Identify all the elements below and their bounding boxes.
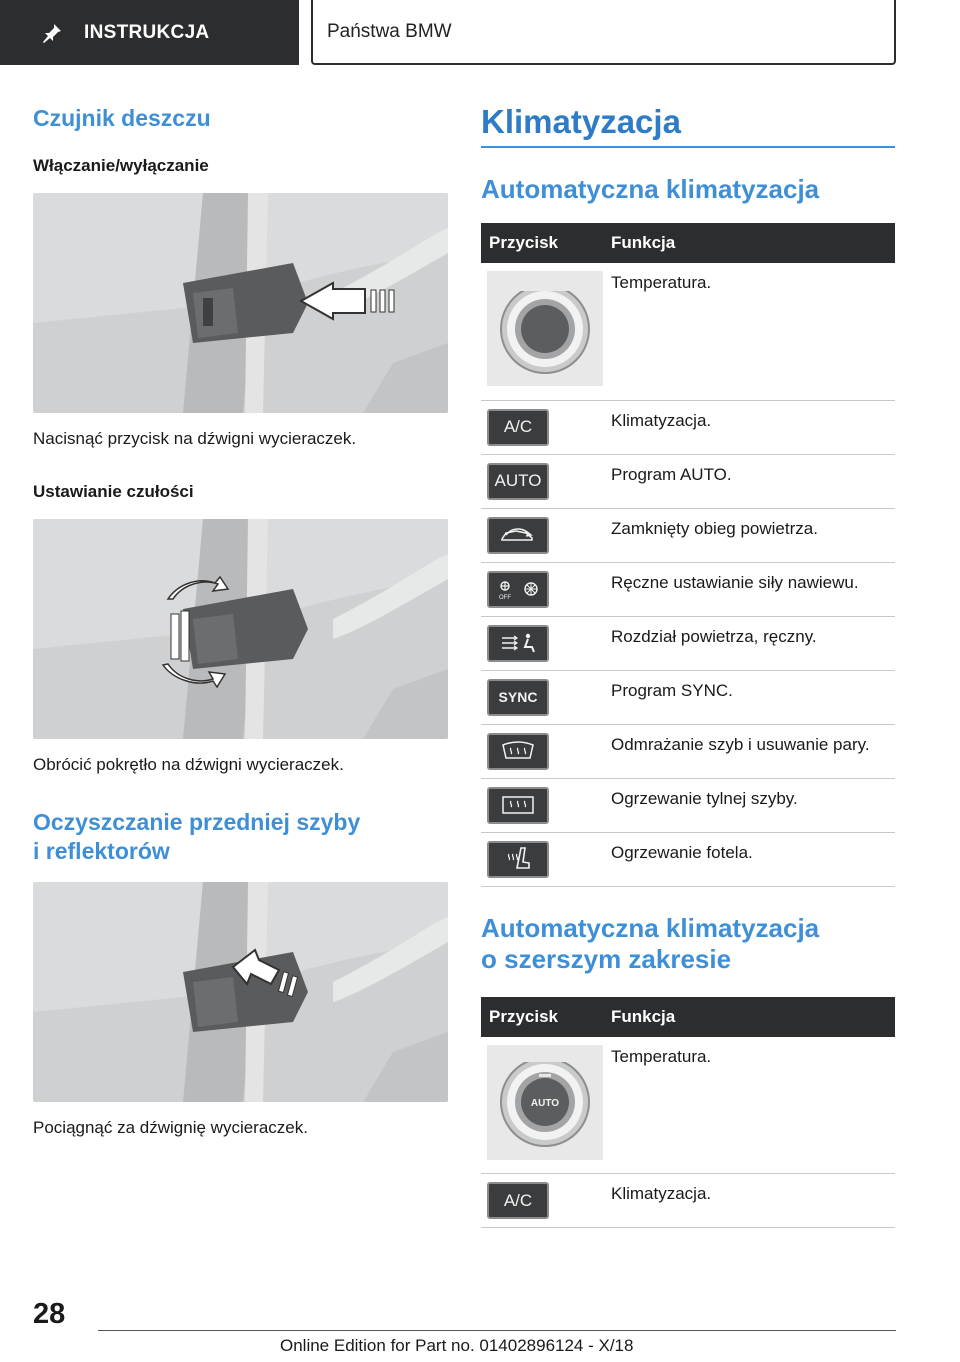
onoff-subtitle: Włączanie/wyłączanie [33,156,209,175]
rain-sensor-title: Czujnik deszczu [33,105,211,131]
extended-climate-table [481,997,895,1229]
function-text: Klimatyzacja. [603,1174,895,1228]
function-text: Klimatyzacja. [603,400,895,454]
auto-climate-title: Automatyczna klimatyzacja [481,174,820,204]
knob-auto-label: AUTO [530,1098,560,1109]
title-rule [481,146,895,148]
section-label: INSTRUKCJA [84,21,210,43]
header-button: Przycisk [481,997,603,1037]
sensitivity-subtitle: Ustawianie czułości [33,482,194,501]
function-text: Ogrzewanie tylnej szyby. [603,778,895,832]
function-text: Zamknięty obieg powietrza. [603,508,895,562]
table-row [481,1037,895,1174]
header-section-tab[interactable] [0,0,299,65]
front-defrost-icon [487,733,549,770]
wiper-lever-pull-image [33,882,448,1102]
function-text: Ręczne ustawianie siły nawiewu. [603,562,895,616]
wiper-lever-rotate-image [33,519,448,739]
wiper-lever-press-image [33,193,448,413]
table-row [481,400,895,454]
cleaning-title-line1: Oczyszczanie przedniej szyby [33,809,361,835]
pin-icon [40,21,64,45]
temperature-knob-icon [487,271,603,386]
table-header-row [481,997,895,1037]
table-row [481,562,895,616]
seat-heating-icon [487,841,549,878]
table-row [481,616,895,670]
ac-button-icon: A/C [487,1182,549,1219]
table-row [481,1174,895,1228]
right-column [481,100,895,1228]
rear-window-heat-icon [487,787,549,824]
ac-button-icon: A/C [487,409,549,446]
cleaning-title [33,808,448,866]
temperature-knob-auto-icon [487,1045,603,1160]
table-header-row [481,223,895,263]
function-text: Rozdział powietrza, ręczny. [603,616,895,670]
footer-rule [98,1330,896,1331]
table-row [481,724,895,778]
sync-button-icon: SYNC [487,679,549,716]
breadcrumb-label: Państwa BMW [327,20,452,42]
table-row [481,778,895,832]
table-row [481,670,895,724]
function-text: Program AUTO. [603,454,895,508]
table-row [481,508,895,562]
function-text: Odmrażanie szyb i usuwanie pary. [603,724,895,778]
auto-button-icon: AUTO [487,463,549,500]
extended-climate-title [481,913,895,975]
function-text: Program SYNC. [603,670,895,724]
recirculation-icon [487,517,549,554]
left-column [33,100,448,1138]
breadcrumb[interactable] [311,0,896,65]
auto-climate-table [481,223,895,887]
header-function: Funkcja [603,997,895,1037]
cleaning-instruction: Pociągnąć za dźwignię wycieraczek. [33,1118,308,1137]
climate-title: Klimatyzacja [481,103,681,140]
fan-speed-icon [487,571,549,608]
table-row [481,454,895,508]
svg-text:OFF: OFF [499,595,511,601]
page-number: 28 [33,1298,66,1330]
header-button: Przycisk [481,223,603,263]
air-distribution-icon [487,625,549,662]
extended-title-line2: o szerszym zakresie [481,943,732,974]
extended-title-line1: Automatyczna klimatyzacja [481,912,820,943]
function-text: Ogrzewanie fotela. [603,832,895,886]
function-text: Temperatura. [603,1037,895,1174]
function-text: Temperatura. [603,263,895,400]
cleaning-title-line2: i reflektorów [33,838,170,864]
table-row [481,263,895,400]
header-function: Funkcja [603,223,895,263]
table-row [481,832,895,886]
sensitivity-instruction: Obrócić pokrętło na dźwigni wycieraczek. [33,755,344,774]
edition-note: Online Edition for Part no. 01402896124 - X/18 [280,1336,634,1355]
onoff-instruction: Nacisnąć przycisk na dźwigni wycieraczek. [33,429,357,448]
